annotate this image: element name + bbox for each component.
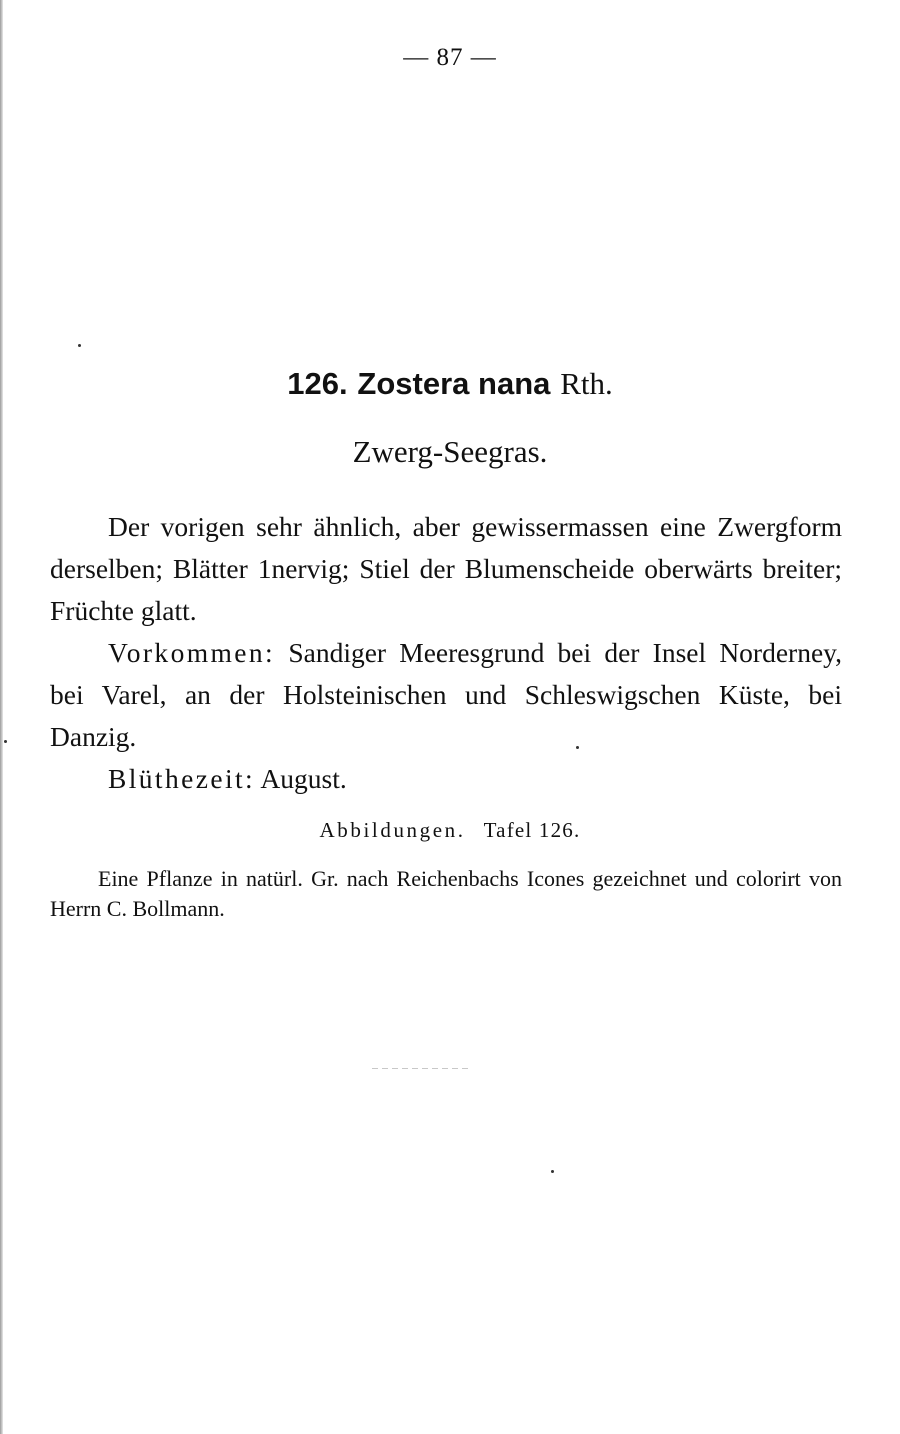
scan-speck [576, 746, 579, 749]
flowering-text: August. [260, 763, 347, 794]
plate-label: Abbildungen. [319, 818, 466, 842]
species-author: Rth. [560, 366, 613, 401]
scan-speck [4, 740, 7, 743]
species-name: Zostera nana [357, 366, 551, 401]
description-paragraph [50, 506, 842, 632]
description-text: Der vorigen sehr ähnlich, aber gewissermassen eine Zwergform derselben; Blätter 1nervig; Stiel der Blumenscheide oberwärts breiter; Früchte glatt. [50, 511, 842, 626]
common-name: Zwerg-Seegras. [352, 434, 548, 469]
scan-speck [551, 1170, 554, 1173]
plate-heading [0, 818, 900, 843]
flowering-paragraph [50, 758, 842, 800]
scan-edge [0, 0, 3, 1434]
entry-number: 126. [287, 366, 348, 401]
plate-caption-text: Eine Pflanze in natürl. Gr. nach Reichenbachs Icones gezeichnet und colorirt von Herrn C. Bollmann. [50, 866, 842, 921]
occurrence-text: Sandiger Meeresgrund bei der Insel Norderney, bei Varel, an der Holsteinischen und Schleswigschen Küste, bei Danzig. [50, 637, 842, 752]
plate-caption [50, 864, 842, 924]
flowering-label: Blüthezeit: [108, 763, 256, 794]
occurrence-label: Vorkommen: [108, 637, 276, 668]
plate-tafel: Tafel 126. [483, 818, 581, 842]
entry-heading [0, 364, 900, 404]
scan-speck [78, 344, 81, 347]
section-rule [372, 1068, 468, 1069]
page-number: — 87 — [403, 44, 497, 71]
occurrence-paragraph [50, 632, 842, 758]
